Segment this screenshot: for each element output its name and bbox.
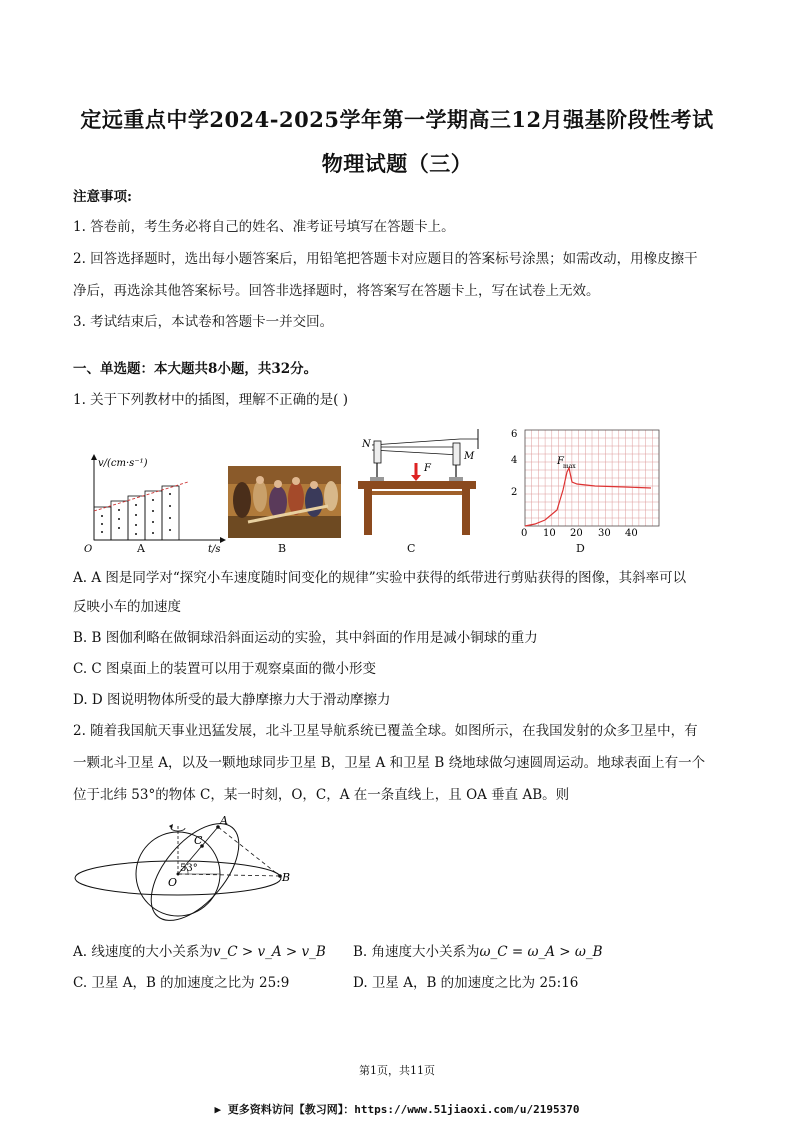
q2-orbit-diagram: [70, 812, 300, 932]
figure-d-label: D: [576, 542, 585, 555]
q1-option-c: C. C 图桌面上的装置可以用于观察桌面的微小形变: [73, 661, 377, 677]
figure-a-xlabel: t/s: [208, 544, 221, 555]
figure-a-label: A: [137, 542, 145, 555]
q2-label-o: O: [168, 876, 178, 889]
exam-title-line2: 物理试题（三）: [321, 151, 473, 176]
figure-a-origin: O: [84, 544, 93, 555]
q1-option-a-cont: 反映小车的加速度: [73, 599, 181, 615]
q2-option-a-math: v_C > v_A > v_B: [212, 944, 326, 960]
q2-stem-line2: 一颗北斗卫星 A，以及一颗地球同步卫星 B，卫星 A 和卫星 B 绕地球做匀速圆周运动。地球表面上有一个: [73, 755, 706, 771]
q2-label-c: C: [194, 834, 203, 847]
q2-option-b-math: ω_C = ω_A > ω_B: [479, 944, 603, 960]
figure-a-tape-graph: [80, 452, 230, 557]
q2-label-a: A: [220, 814, 228, 827]
figure-c-n-label: N: [362, 439, 371, 450]
figure-c-label: C: [407, 542, 416, 555]
figure-d-friction-graph: [505, 420, 670, 542]
q2-option-b-text: B. 角速度大小关系为: [353, 944, 480, 960]
q2-option-d: D. 卫星 A，B 的加速度之比为 25:16: [353, 975, 579, 991]
note-3: 3. 考试结束后，本试卷和答题卡一并交回。: [73, 314, 334, 330]
exam-title-line1: 定远重点中学2024-2025学年第一学期高三12月强基阶段性考试: [80, 107, 714, 132]
q2-option-a-text: A. 线速度的大小关系为: [73, 944, 213, 960]
q1-option-d: D. D 图说明物体所受的最大静摩擦力大于滑动摩擦力: [73, 692, 391, 708]
figure-d-fmax-sub: max: [563, 463, 576, 470]
q1-stem: 1. 关于下列教材中的插图，理解不正确的是( ): [73, 392, 348, 408]
figure-b-label: B: [278, 542, 287, 555]
q2-option-a: [73, 943, 326, 961]
page-footer: 第1页，共11页: [359, 1064, 435, 1077]
figure-d-xtick: 40: [625, 528, 638, 539]
footer-link[interactable]: ▶ 更多资料访问【教习网】：https://www.51jiaoxi.com/u/2195370: [214, 1103, 580, 1116]
figure-c-f-label: F: [424, 463, 431, 474]
q2-angle-label: 53°: [180, 863, 198, 874]
figure-d-ytick: 4: [511, 455, 518, 466]
note-1: 1. 答卷前，考生务必将自己的姓名、准考证号填写在答题卡上。: [73, 219, 455, 235]
note-2: 2. 回答选择题时，选出每小题答案后，用铅笔把答题卡对应题目的答案标号涂黑；如需改动，用橡皮擦干: [73, 251, 698, 267]
note-2-cont: 净后，再选涂其他答案标号。回答非选择题时，将答案写在答题卡上，写在试卷上无效。: [73, 283, 600, 299]
notes-heading: 注意事项:: [73, 189, 132, 205]
q2-label-b: B: [282, 871, 291, 884]
figure-a-ylabel: v/(cm·s⁻¹): [98, 458, 148, 469]
figure-d-xtick: 0: [521, 528, 528, 539]
figure-d-xtick: 30: [598, 528, 611, 539]
figure-d-ytick: 2: [511, 487, 518, 498]
q2-option-b: [353, 943, 603, 961]
q2-option-c: C. 卫星 A，B 的加速度之比为 25:9: [73, 975, 290, 991]
figure-c-m-label: M: [464, 451, 475, 462]
q1-option-b: B. B 图伽利略在做铜球沿斜面运动的实验，其中斜面的作用是减小铜球的重力: [73, 630, 538, 646]
q1-option-a: A. A 图是同学对“探究小车速度随时间变化的规律”实验中获得的纸带进行剪贴获得的图像，其斜率可以: [73, 570, 687, 586]
figure-d-ytick: 6: [511, 429, 518, 440]
section1-heading: 一、单选题：本大题共8小题，共32分。: [73, 361, 318, 377]
figure-d-fmax-label: F: [557, 456, 564, 467]
q2-stem-line1: 2. 随着我国航天事业迅猛发展，北斗卫星导航系统已覆盖全球。如图所示，在我国发射的众多卫星中，有: [73, 723, 698, 739]
figure-d-xtick: 20: [570, 528, 583, 539]
q2-stem-line3: 位于北纬 53°的物体 C，某一时刻，O，C，A 在一条直线上，且 OA 垂直 AB。则: [73, 787, 570, 803]
figure-b-galileo-painting: [228, 466, 341, 538]
figure-d-xtick: 10: [543, 528, 556, 539]
figure-c-mirror-apparatus: [350, 425, 485, 540]
